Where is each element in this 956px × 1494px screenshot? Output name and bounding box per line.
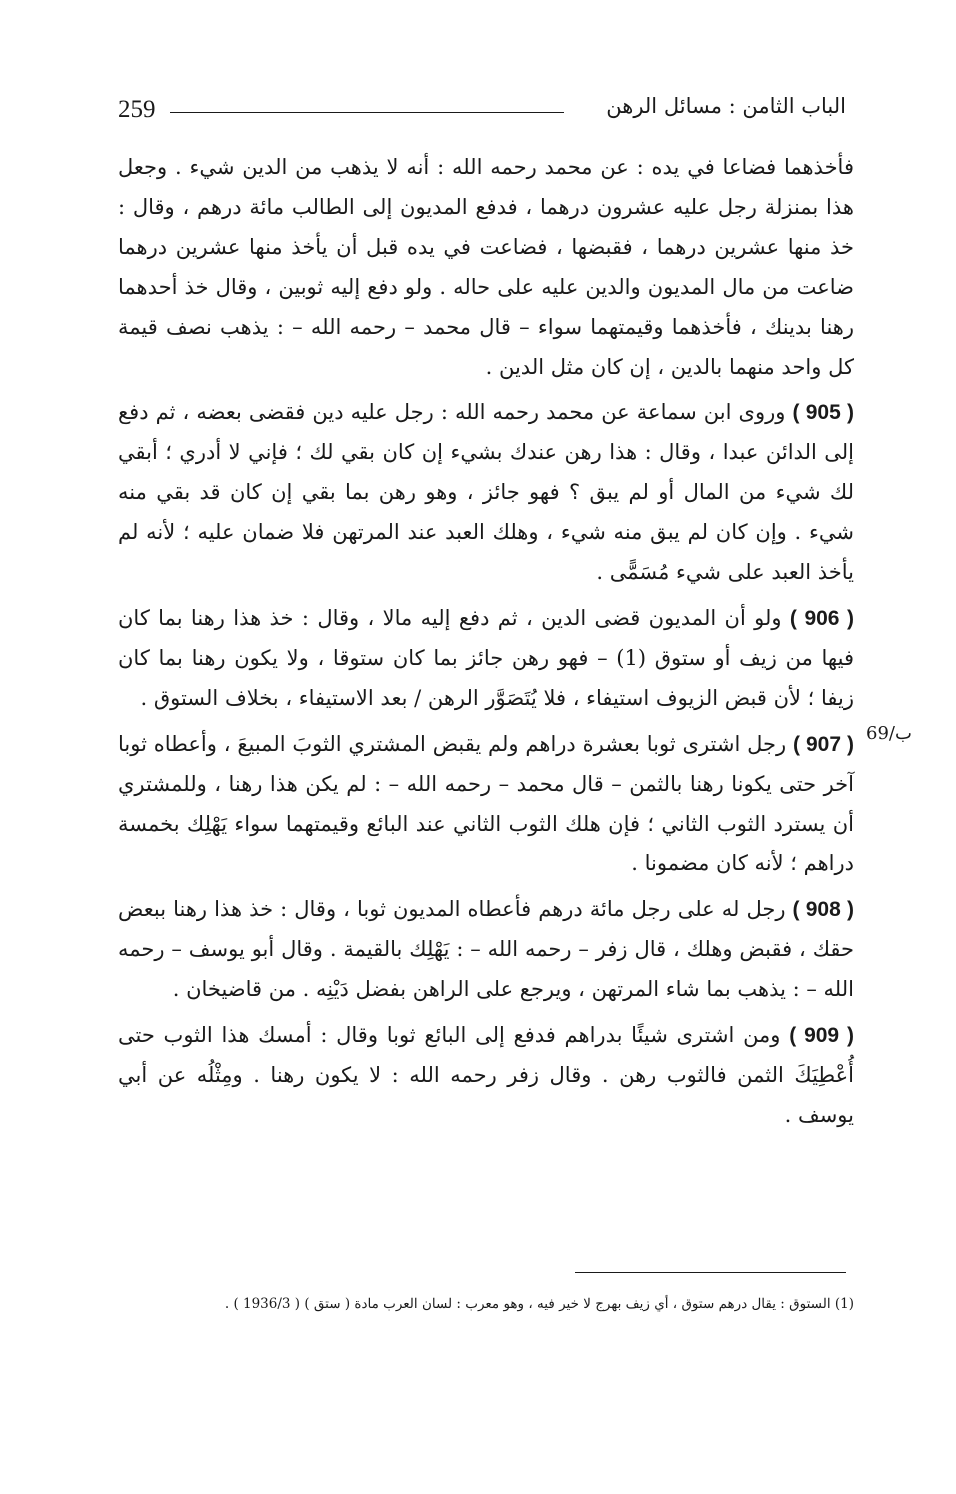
page-number: 259 <box>118 96 156 123</box>
paragraph-text: ولو أن المديون قضى الدين ، ثم دفع إليه مالا ، وقال : خذ هذا رهنا بما كان فيها من زيف أو ستوق (1) – فهو رهن جائز بما كان ستوقا ، ولا يكون رهنا بما كان زيفا ؛ لأن قبض الزيوف استيفاء ، فلا يُتَصَوَّر الرهن / بعد الاستيفاء ، بخلاف الستوق . <box>118 605 854 710</box>
paragraph-907 <box>118 725 854 885</box>
paragraph-text: ومن اشترى شيئًا بدراهم فدفع إلى البائع ثوبا وقال : أمسك هذا الثوب حتى أُعْطِيَكَ الثمن فالثوب رهن . وقال زفر رحمه الله : لا يكون رهنا . ومِثْلُه عن أبي يوسف . <box>118 1023 854 1127</box>
paragraph-number: 907 <box>805 732 842 756</box>
paragraph-906 <box>118 599 854 719</box>
paragraph-number-close: ) <box>792 401 806 425</box>
header-rule <box>170 112 564 113</box>
paragraph-number-close: ) <box>789 1024 805 1048</box>
paragraph-text: رجل اشترى ثوبا بعشرة دراهم ولم يقبض المشتري الثوبَ المبيعَ ، وأعطاه ثوبا آخر حتى يكونا رهنا بالثمن – قال محمد – رحمه الله – : لم يكن هذا رهنا ، وللمشتري أن يسترد الثوب الثاني ؛ فإن هلك الثوب الثاني عند البائع وقيمتهما سواء يَهْلِك بخمسة دراهم ؛ لأنه كان مضمونا . <box>118 731 854 876</box>
paragraph-number: 909 <box>804 1024 840 1048</box>
main-text <box>118 148 854 1136</box>
footnote-rule <box>575 1272 846 1273</box>
paragraph-number-close: ) <box>793 732 806 756</box>
manuscript-folio-marker: 69/ب <box>866 723 912 744</box>
paragraph-text: وروى ابن سماعة عن محمد رحمه الله : رجل عليه دين فقضى بعضه ، ثم دفع إلى الدائن عبدا ، وقال : هذا رهن عندك بشيء إن كان بقي لك ؛ فإني لا أدري ؛ أبقي لك شيء من المال أو لم يبق ؟ فهو جائز ، وهو رهن بما بقي إن كان قد بقي منه شيء . وإن كان لم يبق منه شيء ، وهلك العبد عند المرتهن فلا ضمان عليه ؛ لأنه لم يأخذ العبد على شيء مُسَمًّى . <box>118 400 854 585</box>
paragraph-text: رجل له على رجل مائة درهم فأعطاه المديون ثوبا ، وقال : خذ هذا رهنا ببعض حقك ، فقبض وهلك ، قال زفر – رحمه الله – : يَهْلِك بالقيمة . وقال أبو يوسف – رحمه الله – : يذهب بما شاء المرتهن ، ويرجع على الراهن بفضل دَيْنِه . من قاضيخان . <box>118 897 854 1002</box>
paragraph-number-close: ) <box>792 898 806 922</box>
running-header <box>118 96 846 136</box>
paragraph-905 <box>118 393 854 593</box>
paragraph-number-close: ) <box>789 606 805 630</box>
paragraph-number-open: ( <box>840 898 855 922</box>
paragraph-908 <box>118 890 854 1010</box>
paragraph-text: فأخذهما فضاعا في يده : عن محمد رحمه الله : أنه لا يذهب من الدين شيء . وجعل هذا بمنزلة رجل عليه عشرون درهما ، فدفع المديون إلى الطالب مائة درهم ، وقال : خذ منها عشرين درهما ، فقبضها ، فضاعت في يده قبل أن يأخذ منها عشرين درهما ضاعت من مال المديون والدين عليه على حاله . ولو دفع إليه ثوبين ، وقال خذ أحدهما رهنا بدينك ، فأخذهما وقيمتهما سواء – قال محمد – رحمه الله – : يذهب نصف قيمة كل واحد منهما بالدين ، إن كان مثل الدين . <box>118 155 854 379</box>
paragraph-number: 908 <box>805 898 841 922</box>
paragraph-number: 906 <box>804 606 840 630</box>
footnote: (1) الستوق : يقال درهم ستوق ، أي زيف بهرج لا خير فيه ، وهو معرب : لسان العرب مادة ( ستق ) ( 1936/3 ) . <box>224 1296 854 1312</box>
paragraph-continuation <box>118 148 854 387</box>
paragraph-number-open: ( <box>839 1024 855 1048</box>
paragraph-number-open: ( <box>841 732 855 756</box>
paragraph-909 <box>118 1016 854 1136</box>
chapter-title: الباب الثامن : مسائل الرهن <box>606 94 846 118</box>
paragraph-number-open: ( <box>839 606 854 630</box>
paragraph-number-open: ( <box>840 401 854 425</box>
paragraph-number: 905 <box>805 401 841 425</box>
